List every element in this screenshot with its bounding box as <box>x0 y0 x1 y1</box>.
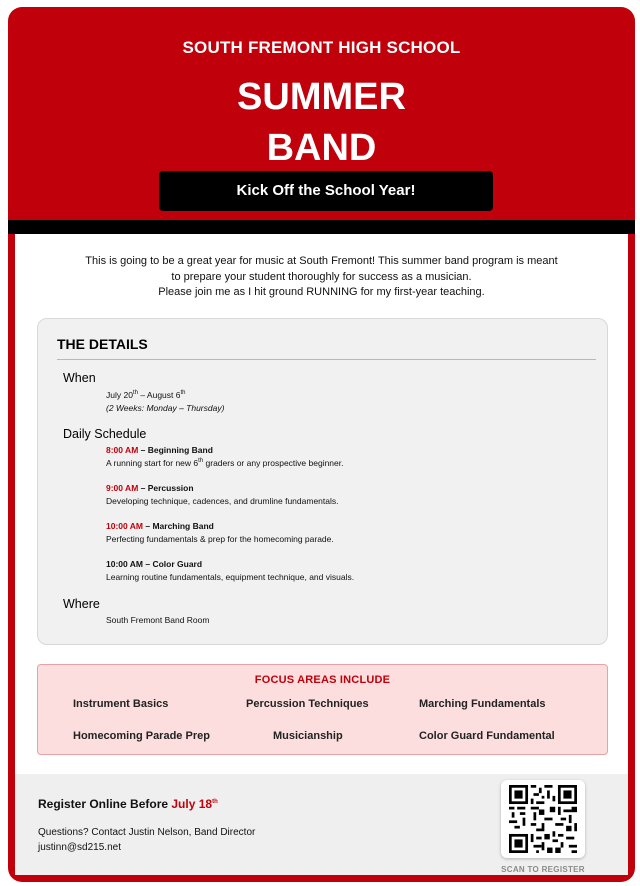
focus-title: FOCUS AREAS INCLUDE <box>254 674 391 686</box>
schedule-desc-pre: A running start for new 6 <box>106 458 199 468</box>
qr-code-icon[interactable] <box>501 780 585 858</box>
schedule-item-title <box>106 520 214 532</box>
title-line-1: SUMMER <box>237 76 406 118</box>
schedule-name: – Percussion <box>138 483 194 493</box>
when-dates <box>106 389 186 401</box>
where-location: South Fremont Band Room <box>106 615 210 625</box>
contact-line: Questions? Contact Justin Nelson, Band Director <box>38 827 256 838</box>
schedule-desc-post: graders or any prospective beginner. <box>203 458 344 468</box>
focus-item: Marching Fundamentals <box>419 698 546 710</box>
when-end: – August 6 <box>137 390 181 400</box>
footer <box>15 774 628 875</box>
schedule-item-desc: Developing technique, cadences, and drumline fundamentals. <box>106 496 339 506</box>
schedule-name: – Marching Band <box>143 521 214 531</box>
focus-item: Instrument Basics <box>73 698 169 710</box>
schedule-item-desc: Perfecting fundamentals & prep for the homecoming parade. <box>106 534 334 544</box>
when-note <box>106 402 224 414</box>
schedule-name: – Beginning Band <box>138 445 213 455</box>
qr-code-graphic <box>509 785 577 853</box>
schedule-item-title <box>106 482 194 494</box>
schedule-item-title <box>106 444 213 456</box>
details-title: THE DETAILS <box>57 336 148 352</box>
school-name: SOUTH FREMONT HIGH SCHOOL <box>182 38 461 57</box>
focus-areas-box <box>37 664 608 755</box>
when-start-sup: th <box>132 390 138 397</box>
when-note-text: (2 Weeks: Monday – Thursday) <box>106 403 225 413</box>
focus-item: Musicianship <box>273 730 343 742</box>
register-line <box>38 797 218 811</box>
schedule-time: 10:00 AM <box>106 559 144 569</box>
schedule-time: 8:00 AM <box>106 445 139 455</box>
schedule-time: 10:00 AM <box>106 521 144 531</box>
title-line-2: BAND <box>266 127 377 169</box>
schedule-item-desc: Learning routine fundamentals, equipment technique, and visuals. <box>106 572 355 582</box>
register-date: July 18 <box>171 797 213 811</box>
flyer <box>8 7 635 882</box>
when-start: July 20 <box>106 390 133 400</box>
intro-paragraph <box>15 254 628 301</box>
details-card <box>37 318 608 645</box>
where-heading: Where <box>63 597 100 611</box>
focus-item: Homecoming Parade Prep <box>73 730 210 742</box>
when-heading: When <box>63 371 96 385</box>
content-area <box>15 234 628 875</box>
details-divider <box>57 359 596 360</box>
schedule-heading: Daily Schedule <box>63 427 147 441</box>
register-prefix: Register Online Before <box>38 797 172 811</box>
header <box>8 7 635 220</box>
focus-item: Percussion Techniques <box>246 698 369 710</box>
tagline-banner: Kick Off the School Year! <box>159 171 493 211</box>
intro-line: Please join me as I hit ground RUNNING for my first-year teaching. <box>158 286 485 298</box>
schedule-item-desc <box>106 457 344 469</box>
scan-label: SCAN TO REGISTER <box>501 865 585 874</box>
schedule-item-title <box>106 558 202 570</box>
focus-item: Color Guard Fundamental <box>419 730 555 742</box>
intro-line: to prepare your student thoroughly for success as a musician. <box>171 270 472 283</box>
contact-email[interactable]: justinn@sd215.net <box>38 842 121 853</box>
register-date-sup: th <box>212 799 218 805</box>
schedule-time: 9:00 AM <box>106 483 139 493</box>
intro-line: This is going to be a great year for music at South Fremont! This summer band program is meant <box>85 255 558 267</box>
schedule-name: – Color Guard <box>143 559 203 569</box>
when-end-sup: th <box>180 390 186 397</box>
divider-bar <box>8 220 635 234</box>
schedule-desc-sup: th <box>198 458 204 465</box>
